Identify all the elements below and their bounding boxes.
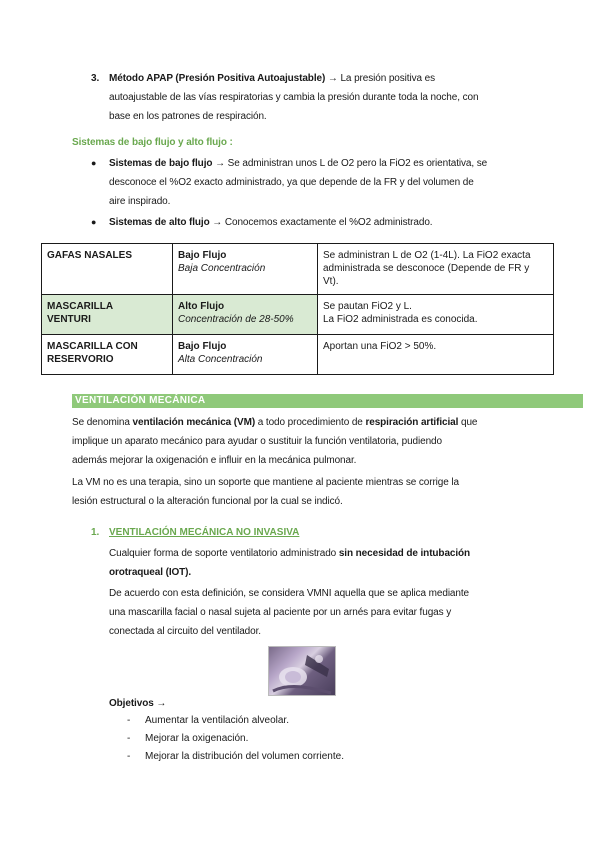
bullet-dot-icon: ● (91, 217, 97, 227)
device-line: MASCARILLA CON (47, 341, 138, 352)
vmni-mask-paragraph (109, 584, 539, 641)
description-cell (318, 335, 554, 375)
vmni-mask-photo (268, 646, 336, 696)
objective-item: Mejorar la distribución del volumen corriente. (145, 751, 344, 762)
concentration: Alta Concentración (178, 354, 263, 365)
vmni-mask-line-1: De acuerdo con esta definición, se considera VMNI aquella que se aplica mediante (109, 588, 469, 599)
artificial-respiration-term: respiración artificial (365, 417, 459, 428)
vmni-def-line-1 (109, 544, 539, 563)
apap-line-1 (109, 69, 549, 88)
flow-cell (173, 244, 318, 295)
dash-bullet: - (127, 715, 131, 726)
objectives-label: Objetivos (109, 698, 154, 709)
vm-line-2: implique un aparato mecánico para ayudar o sustituir la función ventilatoria, pudiendo (72, 436, 442, 447)
vm-support-paragraph (72, 473, 532, 511)
vmni-title: VENTILACIÓN MECÁNICA NO INVASIVA (109, 527, 300, 538)
description-line: Vt). (323, 276, 339, 287)
dash-bullet: - (127, 733, 131, 744)
arrow-icon: → (327, 73, 338, 84)
device-line: VENTURI (47, 314, 91, 325)
oxygen-devices-table (41, 243, 554, 375)
table-row (42, 335, 554, 375)
arrow-icon: → (212, 217, 223, 228)
section-banner: VENTILACIÓN MECÁNICA (72, 394, 583, 408)
flow-systems-heading: Sistemas de bajo flujo y alto flujo : (72, 137, 233, 148)
vm-line-3: además mejorar la oxigenación e influir en la mecánica pulmonar. (72, 455, 357, 466)
apap-text-3: base en los patrones de respiración. (109, 111, 267, 122)
flow-type: Bajo Flujo (178, 250, 227, 261)
description-line: administrada se desconoce (Depende de FR y (323, 263, 530, 274)
description-line: Se pautan FiO2 y L. (323, 301, 412, 312)
vmni-definition (109, 544, 539, 582)
device-line: RESERVORIO (47, 354, 114, 365)
objectives-heading (109, 694, 166, 713)
description-cell (318, 295, 554, 335)
low-flow-label: Sistemas de bajo flujo (109, 158, 213, 169)
vm-support-line-1: La VM no es una terapia, sino un soporte que mantiene al paciente mientras se corrige la (72, 477, 459, 488)
no-intubation-term: sin necesidad de intubación (338, 548, 471, 559)
apap-title: Método APAP (Presión Positiva Autoajustable) (109, 73, 326, 84)
patient-mask-illustration (269, 647, 335, 695)
iot-term: orotraqueal (IOT). (109, 567, 192, 578)
apap-text-2: autoajustable de las vías respiratorias y cambia la presión durante toda la noche, con (109, 92, 479, 103)
text-span: Cualquier forma de soporte ventilatorio administrado (109, 548, 337, 559)
arrow-icon: → (215, 158, 225, 169)
flow-type: Bajo Flujo (178, 341, 227, 352)
low-flow-text-1: Se administran unos L de O2 pero la FiO2 es orientativa, se (227, 158, 488, 169)
device-line: MASCARILLA (47, 301, 114, 312)
low-flow-text-3: aire inspirado. (109, 196, 171, 207)
table-row (42, 295, 554, 335)
table-row (42, 244, 554, 295)
vm-line-1 (72, 413, 532, 432)
objective-item: Mejorar la oxigenación. (145, 733, 249, 744)
vm-term: ventilación mecánica (VM) (132, 417, 256, 428)
vm-definition-paragraph (72, 413, 532, 470)
vmni-def-line-2 (109, 563, 539, 582)
device-cell (42, 335, 173, 375)
device-cell (42, 295, 173, 335)
arrow-icon: → (156, 698, 167, 709)
description-cell (318, 244, 554, 295)
description-line: Aportan una FiO2 > 50%. (323, 341, 437, 352)
device-cell: GAFAS NASALES (42, 244, 173, 295)
list-number-1: 1. (91, 527, 100, 538)
list-number-3: 3. (91, 73, 100, 84)
flow-type: Alto Flujo (178, 301, 225, 312)
low-flow-line-1 (109, 154, 549, 173)
flow-cell (173, 335, 318, 375)
flow-cell (173, 295, 318, 335)
vmni-mask-line-2: una mascarilla facial o nasal sujeta al paciente por un arnés para evitar fugas y (109, 607, 452, 618)
objective-item: Aumentar la ventilación alveolar. (145, 715, 289, 726)
low-flow-text-2: desconoce el %O2 exacto administrado, ya que depende de la FR y del volumen de (109, 177, 474, 188)
high-flow-label: Sistemas de alto flujo (109, 217, 210, 228)
text-span: a todo procedimiento de (257, 417, 363, 428)
concentration: Concentración de 28-50% (178, 314, 294, 325)
apap-text-1: La presión positiva es (340, 73, 435, 84)
text-span: que (460, 417, 478, 428)
high-flow-bullet (109, 213, 549, 232)
text-span: Se denomina (72, 417, 130, 428)
bullet-dot-icon: ● (91, 158, 97, 168)
dash-bullet: - (127, 751, 131, 762)
description-line: Se administran L de O2 (1-4L). La FiO2 exacta (323, 250, 531, 261)
vmni-mask-line-3: conectada al circuito del ventilador. (109, 626, 261, 637)
low-flow-bullet (109, 154, 549, 211)
high-flow-text: Conocemos exactamente el %O2 administrado. (224, 217, 433, 228)
vm-support-line-2: lesión estructural o la alteración funcional por la cual se indicó. (72, 496, 343, 507)
concentration: Baja Concentración (178, 263, 266, 274)
apap-paragraph (109, 69, 549, 126)
description-line: La FiO2 administrada es conocida. (323, 314, 478, 325)
